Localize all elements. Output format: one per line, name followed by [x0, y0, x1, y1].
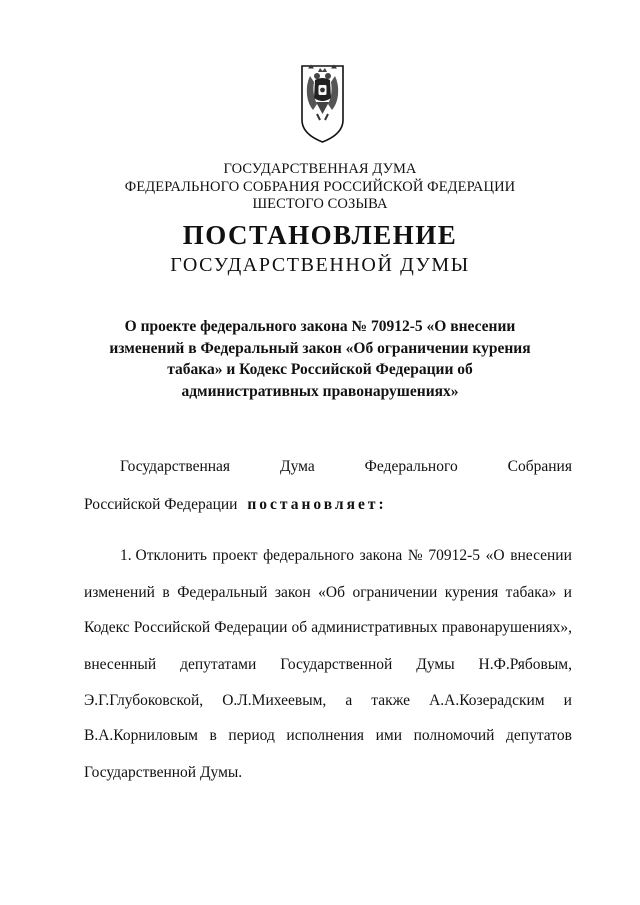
issuer-line-2: ФЕДЕРАЛЬНОГО СОБРАНИЯ РОССИЙСКОЙ ФЕДЕРАЦИИ: [124, 178, 516, 195]
subject-line-2: изменений в Федеральный закон «Об ограничении курения: [109, 339, 531, 357]
clause-1-line-7: Государственной Думы.: [84, 764, 243, 781]
clause-word: А.А.Козерадским: [429, 692, 545, 709]
clause-word: Н.Ф.Рябовым,: [478, 656, 572, 673]
subject-line-3: табака» и Кодекс Российской Федерации об: [167, 361, 473, 378]
clause-word: 1. Отклонить: [120, 547, 207, 564]
preamble-line-1: [120, 457, 572, 477]
clause-word: В.А.Корниловым: [84, 727, 198, 744]
clause-word: Э.Г.Глубоковской,: [84, 692, 204, 709]
clause-word: Федеральный: [177, 584, 268, 601]
resolves-word: постановляет:: [247, 496, 387, 513]
clause-word: ими: [375, 727, 403, 744]
clause-1-line-4: [84, 655, 572, 675]
document-subject: [100, 316, 540, 402]
document-subtitle: ГОСУДАРСТВЕННОЙ ДУМЫ: [170, 254, 470, 276]
clause-1-line-3: [84, 618, 572, 638]
clause-word: внесении: [510, 547, 572, 564]
subject-line-4: административных правонарушениях»: [181, 382, 459, 400]
clause-word: «О: [485, 547, 505, 564]
clause-1-line-1: [120, 546, 572, 566]
clause-word: административных: [311, 619, 438, 636]
clause-word: в: [209, 727, 217, 744]
clause-word: Федерации: [214, 619, 288, 636]
preamble-start: Российской Федерации: [84, 496, 238, 513]
clause-word: период: [228, 727, 275, 744]
clause-1-line-6: [84, 726, 572, 746]
clause-word: депутатов: [506, 727, 572, 744]
clause-word: и: [563, 584, 572, 601]
clause-word: полномочий: [413, 727, 495, 744]
state-emblem-icon: [300, 64, 345, 144]
clause-word: исполнения: [286, 727, 365, 744]
clause-word: Думы: [416, 656, 455, 673]
issuer-header: [0, 161, 640, 214]
clause-word: Кодекс: [84, 619, 130, 636]
clause-word: федерального: [263, 547, 354, 564]
clause-word: 70912-5: [428, 547, 480, 564]
subject-line-1: О проекте федерального закона № 70912-5 «О внесении: [124, 318, 516, 335]
clause-word: об: [291, 619, 308, 636]
preamble-line-2: [84, 495, 572, 515]
clause-word: закон: [274, 584, 311, 601]
preamble-word: Государственная: [120, 458, 231, 475]
clause-word: Российской: [133, 619, 211, 636]
clause-word: ограничении: [352, 584, 438, 601]
clause-word: табака»: [505, 584, 557, 601]
clause-word: курения: [444, 584, 499, 601]
clause-word: изменений: [84, 584, 155, 601]
clause-1-line-5: [84, 691, 572, 711]
preamble-word: Собрания: [507, 458, 572, 475]
clause-word: Государственной: [280, 656, 393, 673]
clause-word: закона: [359, 547, 403, 564]
clause-word: депутатами: [180, 656, 257, 673]
clause-word: а: [345, 692, 353, 709]
clause-word: и: [563, 692, 572, 709]
clause-word: О.Л.Михеевым,: [222, 692, 327, 709]
clause-1-line-2: [84, 583, 572, 603]
clause-word: внесенный: [84, 656, 157, 673]
clause-word: в: [162, 584, 170, 601]
preamble-word: Федерального: [364, 458, 458, 475]
preamble-word: Дума: [280, 458, 315, 475]
clause-word: правонарушениях»,: [441, 619, 572, 636]
clause-word: также: [371, 692, 411, 709]
clause-word: проект: [212, 547, 258, 564]
document-title: ПОСТАНОВЛЕНИЕ: [182, 220, 458, 250]
clause-word: «Об: [318, 584, 345, 601]
issuer-line-3: ШЕСТОГО СОЗЫВА: [252, 196, 388, 212]
clause-word: №: [407, 547, 423, 564]
issuer-line-1: ГОСУДАРСТВЕННАЯ ДУМА: [223, 161, 417, 177]
